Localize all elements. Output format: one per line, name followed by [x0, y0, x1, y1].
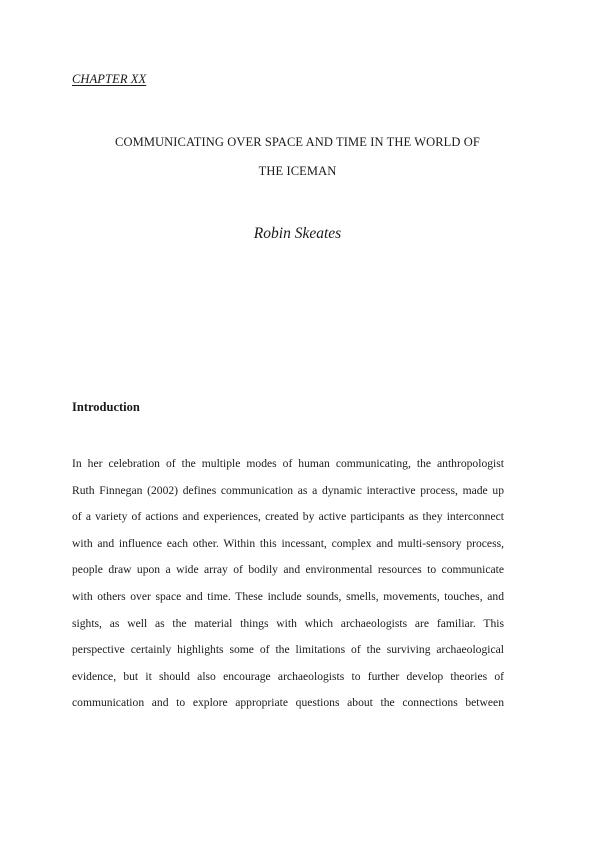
paragraph-line: In her celebration of the multiple modes of human communicating, the anthropologist [72, 457, 504, 470]
chapter-title-line-1: COMMUNICATING OVER SPACE AND TIME IN THE WORLD OF [115, 135, 480, 149]
chapter-label: CHAPTER XX [72, 72, 147, 86]
paragraph-line: evidence, but it should also encourage archaeologists to further develop theories of [72, 669, 504, 683]
paragraph-line: communication and to explore appropriate questions about the connections between [72, 696, 504, 710]
paragraph-line: sights, as well as the material things with which archaeologists are familiar. This [72, 616, 504, 630]
author-name: Robin Skeates [253, 225, 342, 242]
paragraph-line: with and influence each other. Within this incessant, complex and multi-sensory process, [72, 536, 504, 550]
chapter-title-line-2: THE ICEMAN [258, 164, 337, 178]
section-heading: Introduction [72, 400, 140, 414]
paragraph-line: people draw upon a wide array of bodily and environmental resources to communicate [72, 563, 504, 577]
paragraph-line: Ruth Finnegan (2002) defines communication as a dynamic interactive process, made up [72, 483, 504, 497]
paragraph-line: of a variety of actions and experiences, created by active participants as they interconnect [72, 510, 504, 524]
body-paragraph [72, 455, 504, 721]
paragraph-line: with others over space and time. These include sounds, smells, movements, touches, and [72, 589, 504, 603]
paragraph-line: perspective certainly highlights some of the limitations of the surviving archaeological [72, 643, 504, 657]
